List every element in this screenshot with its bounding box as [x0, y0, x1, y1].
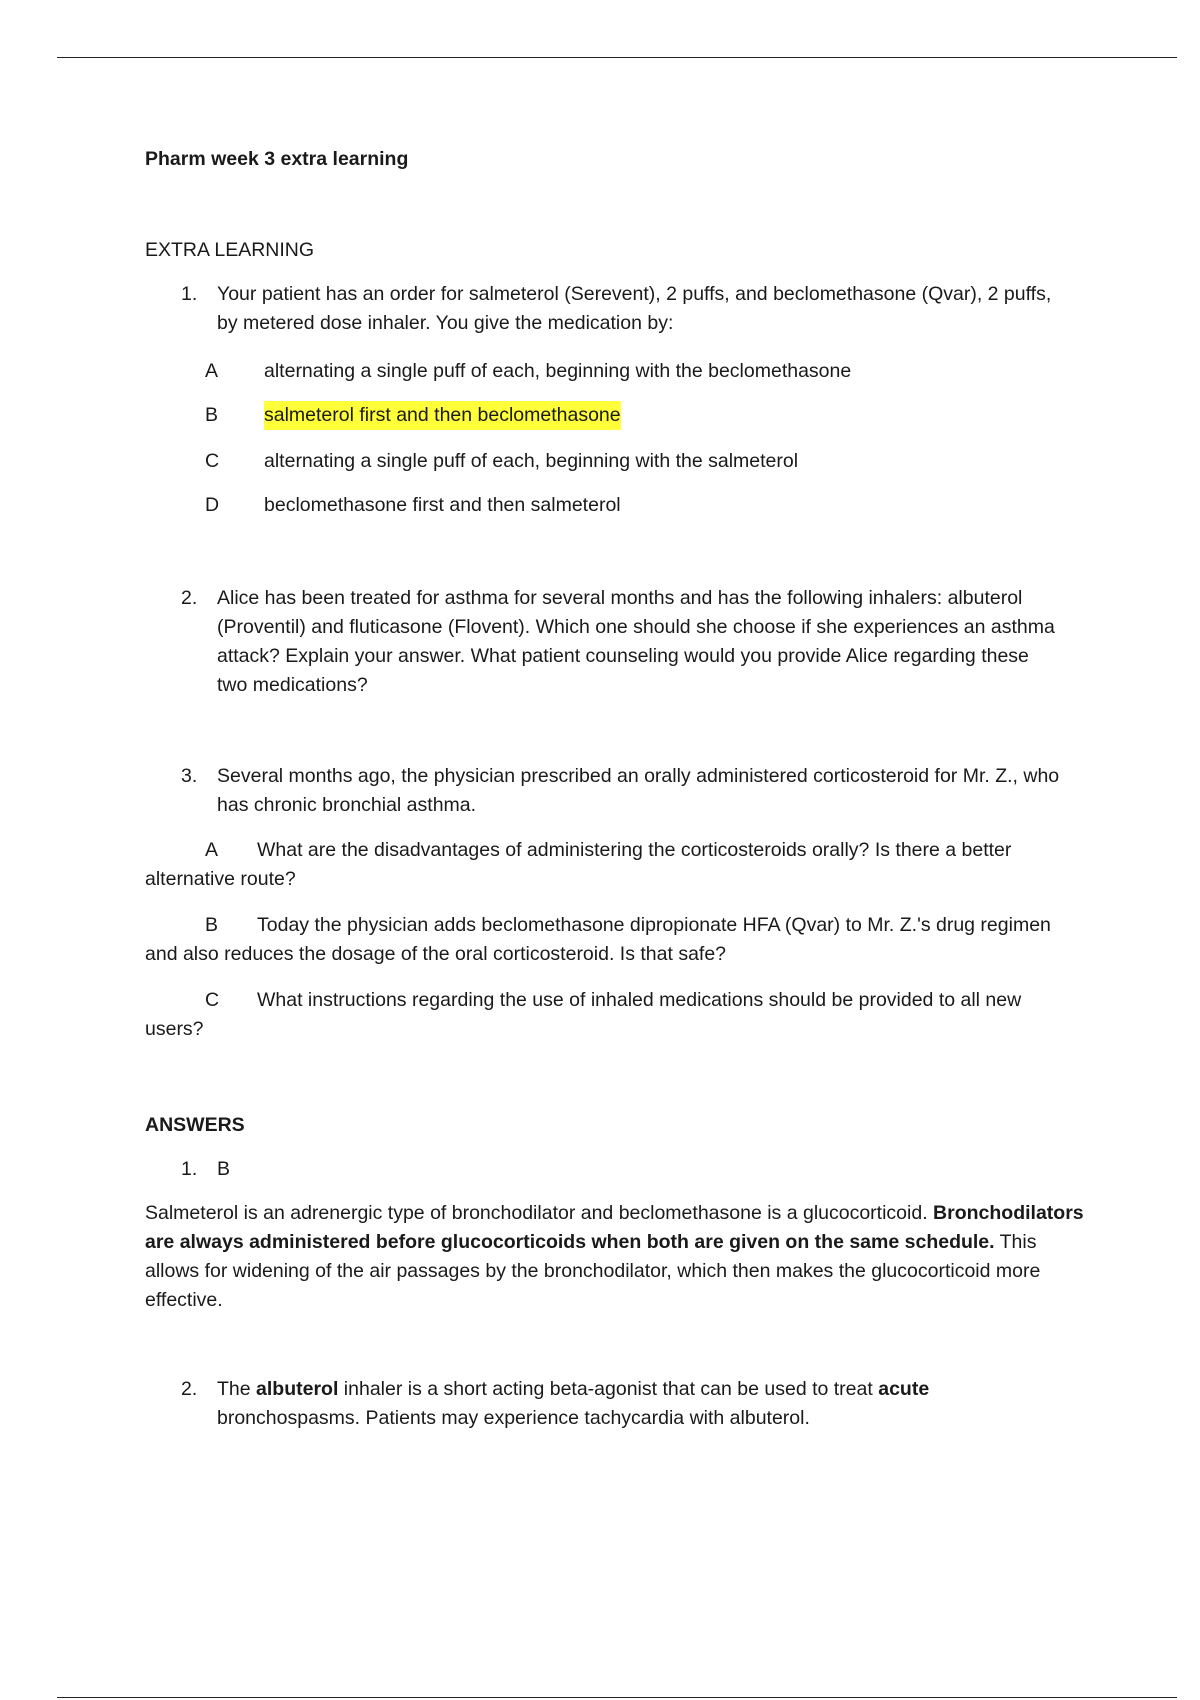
- answer-2-text: [217, 1375, 1061, 1433]
- option-letter: C: [205, 450, 220, 472]
- answer-bold-text: albuterol: [256, 1378, 339, 1400]
- answer-bold-text: acute: [878, 1378, 930, 1400]
- option-text: alternating a single puff of each, beginning with the salmeterol: [264, 450, 799, 472]
- answer-number: 2.: [181, 1378, 198, 1400]
- question-number: 3.: [181, 765, 198, 787]
- question-2: [181, 584, 1061, 700]
- option-text: alternating a single puff of each, beginning with the beclomethasone: [264, 360, 852, 382]
- answer-1: [181, 1155, 1061, 1184]
- question-3-part-b: [145, 911, 1085, 969]
- question-3-part-a: [145, 836, 1085, 894]
- question-text: Your patient has an order for salmeterol (Serevent), 2 puffs, and beclomethasone (Qvar), 2 puffs, by metered dose inhaler. You give the medication by:: [217, 283, 1052, 334]
- question-text: Several months ago, the physician prescribed an orally administered corticosteroid for Mr. Z., who has chronic bronchial asthma.: [217, 765, 1060, 816]
- sub-text: Today the physician adds beclomethasone dipropionate HFA (Qvar) to Mr. Z.'s drug regimen and also reduces the dosage of the oral corticosteroid. Is that safe?: [145, 914, 1051, 965]
- answer-value: B: [217, 1158, 231, 1180]
- question-3: [181, 762, 1061, 820]
- answer-number: 1.: [181, 1158, 198, 1180]
- explanation-bold-text: Bronchodilators are always administered before glucocorticoids when both are given on the same schedule.: [145, 1202, 1084, 1253]
- question-text: Alice has been treated for asthma for several months and has the following inhalers: albuterol (Proventil) and fluticasone (Flovent). Which one should she choose if she experiences an asthma attack? Explain your answer. What patient counseling would you provide Alice regarding these two medications?: [217, 587, 1055, 696]
- highlighted-option-text: salmeterol first and then beclomethasone: [264, 401, 621, 430]
- question-number: 1.: [181, 283, 198, 305]
- sub-text: What are the disadvantages of administering the corticosteroids orally? Is there a better alternative route?: [145, 839, 1012, 890]
- sub-letter: C: [205, 989, 220, 1011]
- question-number: 2.: [181, 587, 198, 609]
- answer-text: inhaler is a short acting beta-agonist that can be used to treat: [338, 1378, 879, 1400]
- option-letter: B: [205, 404, 219, 426]
- question-3-part-c: [145, 986, 1085, 1044]
- answer-1-explanation: [145, 1199, 1095, 1315]
- option-letter: D: [205, 494, 220, 516]
- document-title: Pharm week 3 extra learning: [145, 148, 409, 170]
- explanation-text: Salmeterol is an adrenergic type of bronchodilator and beclomethasone is a glucocorticoid.: [145, 1202, 934, 1224]
- sub-text: What instructions regarding the use of inhaled medications should be provided to all new users?: [145, 989, 1022, 1040]
- option-letter: A: [205, 360, 219, 382]
- answers-heading: ANSWERS: [145, 1114, 245, 1136]
- answer-2: [181, 1375, 1061, 1433]
- sub-letter: A: [205, 839, 219, 861]
- question-1: [181, 280, 1061, 338]
- section-heading: EXTRA LEARNING: [145, 239, 315, 261]
- header-rule: [57, 57, 1177, 58]
- explanation-text: This allows for widening of the air passages by the bronchodilator, which then makes the glucocorticoid more effective.: [145, 1231, 1041, 1311]
- answer-text: The: [217, 1378, 257, 1400]
- answer-text: bronchospasms. Patients may experience tachycardia with albuterol.: [217, 1407, 810, 1429]
- option-text: beclomethasone first and then salmeterol: [264, 494, 621, 516]
- footer-rule: [57, 1697, 1177, 1698]
- sub-letter: B: [205, 914, 219, 936]
